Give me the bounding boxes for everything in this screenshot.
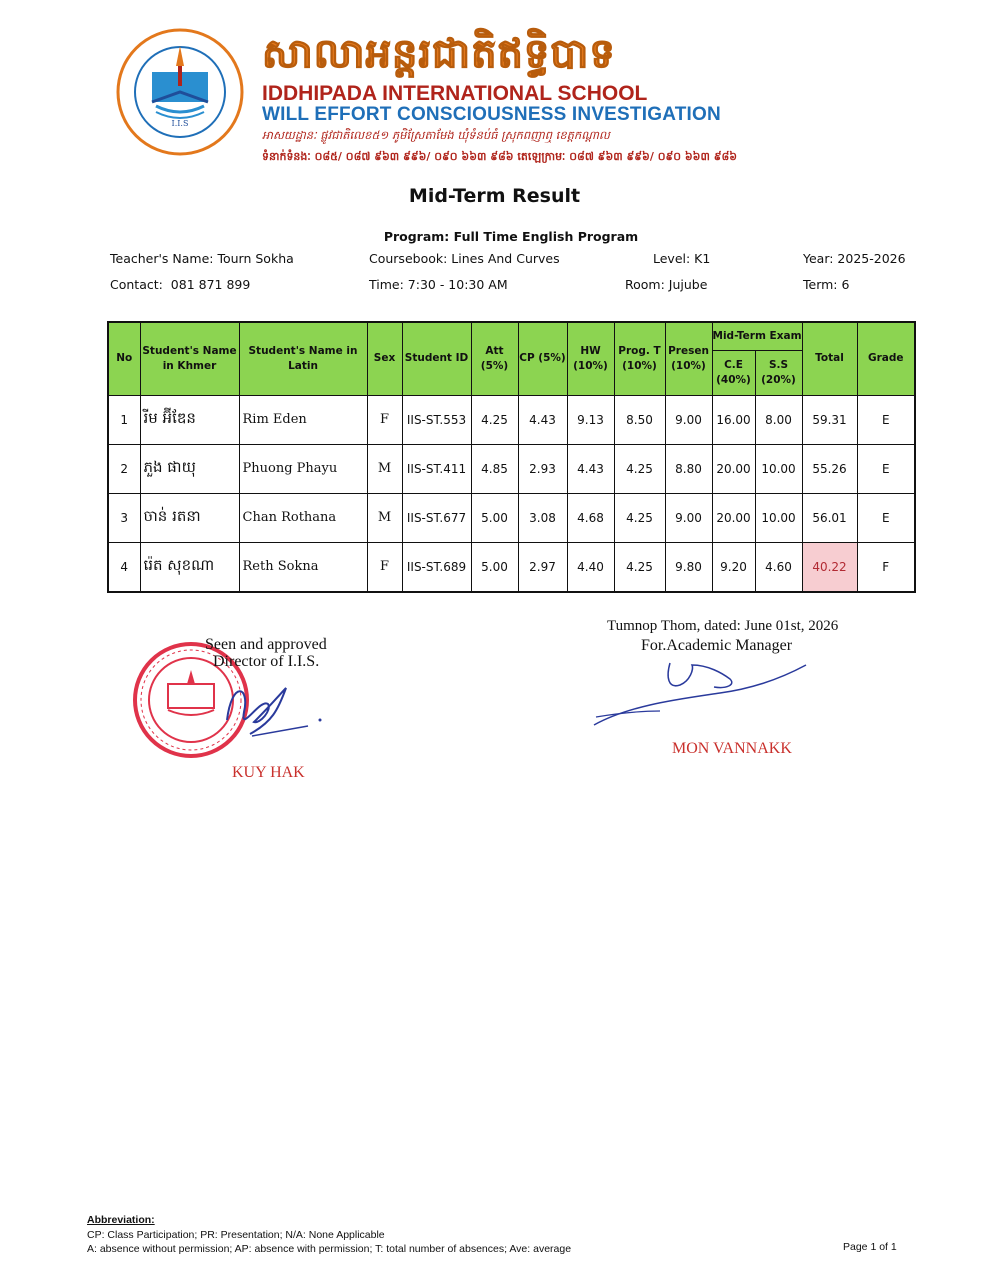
cell-hw: 4.68 (567, 493, 614, 542)
cell-id: IIS-ST.689 (402, 542, 471, 592)
header-midterm: Mid-Term Exam (712, 322, 802, 350)
cell-sex: F (367, 542, 402, 592)
contact: Contact: 081 871 899 (110, 277, 251, 292)
cell-grade: E (857, 444, 915, 493)
dated-line: Tumnop Thom, dated: June 01st, 2026 (607, 618, 839, 634)
cell-khmer: រ៉េត សុខណា (140, 542, 239, 592)
manager-name: MON VANNAKK (672, 740, 792, 757)
cell-latin: Reth Sokna (239, 542, 367, 592)
level: Level: K1 (653, 251, 711, 266)
cell-sex: M (367, 493, 402, 542)
cell-cp: 2.93 (518, 444, 567, 493)
results-table (107, 321, 916, 593)
header-prog: Prog. T (10%) (614, 322, 665, 395)
abbreviation-line2: A: absence without permission; AP: absence with permission; T: total number of absences; Ave: average (87, 1243, 572, 1255)
cell-cp: 2.97 (518, 542, 567, 592)
cell-prog: 8.50 (614, 395, 665, 444)
cell-sex: M (367, 444, 402, 493)
school-name-khmer: សាលាអន្តរជាតិឥទ្ធិបាទ (262, 31, 616, 77)
cell-no: 3 (108, 493, 140, 542)
cell-hw: 4.43 (567, 444, 614, 493)
cell-total: 55.26 (802, 444, 857, 493)
cell-no: 4 (108, 542, 140, 592)
cell-ss: 8.00 (755, 395, 802, 444)
cell-presen: 8.80 (665, 444, 712, 493)
cell-att: 4.25 (471, 395, 518, 444)
cell-total: 59.31 (802, 395, 857, 444)
cell-hw: 4.40 (567, 542, 614, 592)
cell-grade: F (857, 542, 915, 592)
cell-cp: 4.43 (518, 395, 567, 444)
document-title: Mid-Term Result (408, 185, 581, 207)
cell-ss: 4.60 (755, 542, 802, 592)
header-student-id: Student ID (402, 322, 471, 395)
seen-approved-line1: Seen and approved (205, 636, 327, 653)
header-latin-name: Student's Name in Latin (239, 322, 367, 395)
cell-att: 5.00 (471, 493, 518, 542)
year: Year: 2025-2026 (803, 251, 906, 266)
teacher-name: Teacher's Name: Tourn Sokha (110, 251, 294, 266)
table-row (108, 493, 915, 542)
seen-approved-line2: Director of I.I.S. (213, 653, 320, 670)
school-name: IDDHIPADA INTERNATIONAL SCHOOL (262, 82, 648, 105)
cell-grade: E (857, 395, 915, 444)
program-line: Program: Full Time English Program (383, 229, 639, 244)
school-motto: WILL EFFORT CONSCIOUSNESS INVESTIGATION (262, 104, 721, 125)
cell-ce: 20.00 (712, 493, 755, 542)
cell-prog: 4.25 (614, 444, 665, 493)
cell-ce: 20.00 (712, 444, 755, 493)
cell-khmer: ចាន់ រតនា (140, 493, 239, 542)
cell-total: 40.22 (802, 542, 857, 592)
cell-presen: 9.00 (665, 395, 712, 444)
school-address: អាសយដ្ឋានៈ ផ្លូវជាតិលេខ៥១ ភូមិស្រែតាមែង ឃុំទំនប់ធំ ស្រុកពញាឮ ខេត្តកណ្តាល (262, 128, 610, 142)
class-time: Time: 7:30 - 10:30 AM (369, 277, 508, 292)
cell-ce: 16.00 (712, 395, 755, 444)
header-ss: S.S (20%) (755, 350, 802, 395)
logo-text: I.I.S (171, 119, 189, 128)
cell-latin: Rim Eden (239, 395, 367, 444)
page-number: Page 1 of 1 (843, 1241, 897, 1253)
school-logo (116, 22, 246, 162)
header-grade: Grade (857, 322, 915, 395)
header-presen: Presen (10%) (665, 322, 712, 395)
cell-ss: 10.00 (755, 493, 802, 542)
coursebook: Coursebook: Lines And Curves (369, 251, 560, 266)
cell-hw: 9.13 (567, 395, 614, 444)
cell-prog: 4.25 (614, 493, 665, 542)
cell-prog: 4.25 (614, 542, 665, 592)
table-body (108, 395, 915, 592)
header-ce: C.E (40%) (712, 350, 755, 395)
header-att: Att (5%) (471, 322, 518, 395)
header-hw: HW (10%) (567, 322, 614, 395)
for-academic-manager: For.Academic Manager (641, 637, 793, 654)
cell-id: IIS-ST.411 (402, 444, 471, 493)
cell-latin: Chan Rothana (239, 493, 367, 542)
table-row (108, 444, 915, 493)
cell-presen: 9.00 (665, 493, 712, 542)
room: Room: Jujube (625, 277, 708, 292)
header-khmer-name: Student's Name in Khmer (140, 322, 239, 395)
director-name: KUY HAK (232, 764, 305, 781)
table-row (108, 395, 915, 444)
term: Term: 6 (803, 277, 850, 292)
cell-khmer: ភួង ផាយុ (140, 444, 239, 493)
cell-khmer: រីម អ៊ីឌែន (140, 395, 239, 444)
cell-total: 56.01 (802, 493, 857, 542)
header-cp: CP (5%) (518, 322, 567, 395)
cell-no: 2 (108, 444, 140, 493)
cell-att: 4.85 (471, 444, 518, 493)
cell-id: IIS-ST.677 (402, 493, 471, 542)
header-no: No (108, 322, 140, 395)
table-row (108, 542, 915, 592)
cell-att: 5.00 (471, 542, 518, 592)
header-sex: Sex (367, 322, 402, 395)
cell-sex: F (367, 395, 402, 444)
cell-cp: 3.08 (518, 493, 567, 542)
cell-no: 1 (108, 395, 140, 444)
cell-ce: 9.20 (712, 542, 755, 592)
school-phone: ទំនាក់ទំនងៈ ០៨៥/ ០៨៧ ៩៦៣ ៩៩៦/ ០៩០ ៦៦៣ ៩៨៦ តេឡេក្រាមៈ ០៨៧ ៩៦៣ ៩៩៦/ ០៩០ ៦៦៣ ៩៨៦ (262, 150, 738, 163)
header-total: Total (802, 322, 857, 395)
cell-presen: 9.80 (665, 542, 712, 592)
abbreviation-title: Abbreviation: (87, 1214, 155, 1226)
cell-latin: Phuong Phayu (239, 444, 367, 493)
abbreviation-line1: CP: Class Participation; PR: Presentation; N/A: None Applicable (87, 1229, 385, 1241)
seen-approved-text (205, 636, 327, 670)
cell-grade: E (857, 493, 915, 542)
cell-id: IIS-ST.553 (402, 395, 471, 444)
cell-ss: 10.00 (755, 444, 802, 493)
manager-signature (590, 655, 815, 739)
